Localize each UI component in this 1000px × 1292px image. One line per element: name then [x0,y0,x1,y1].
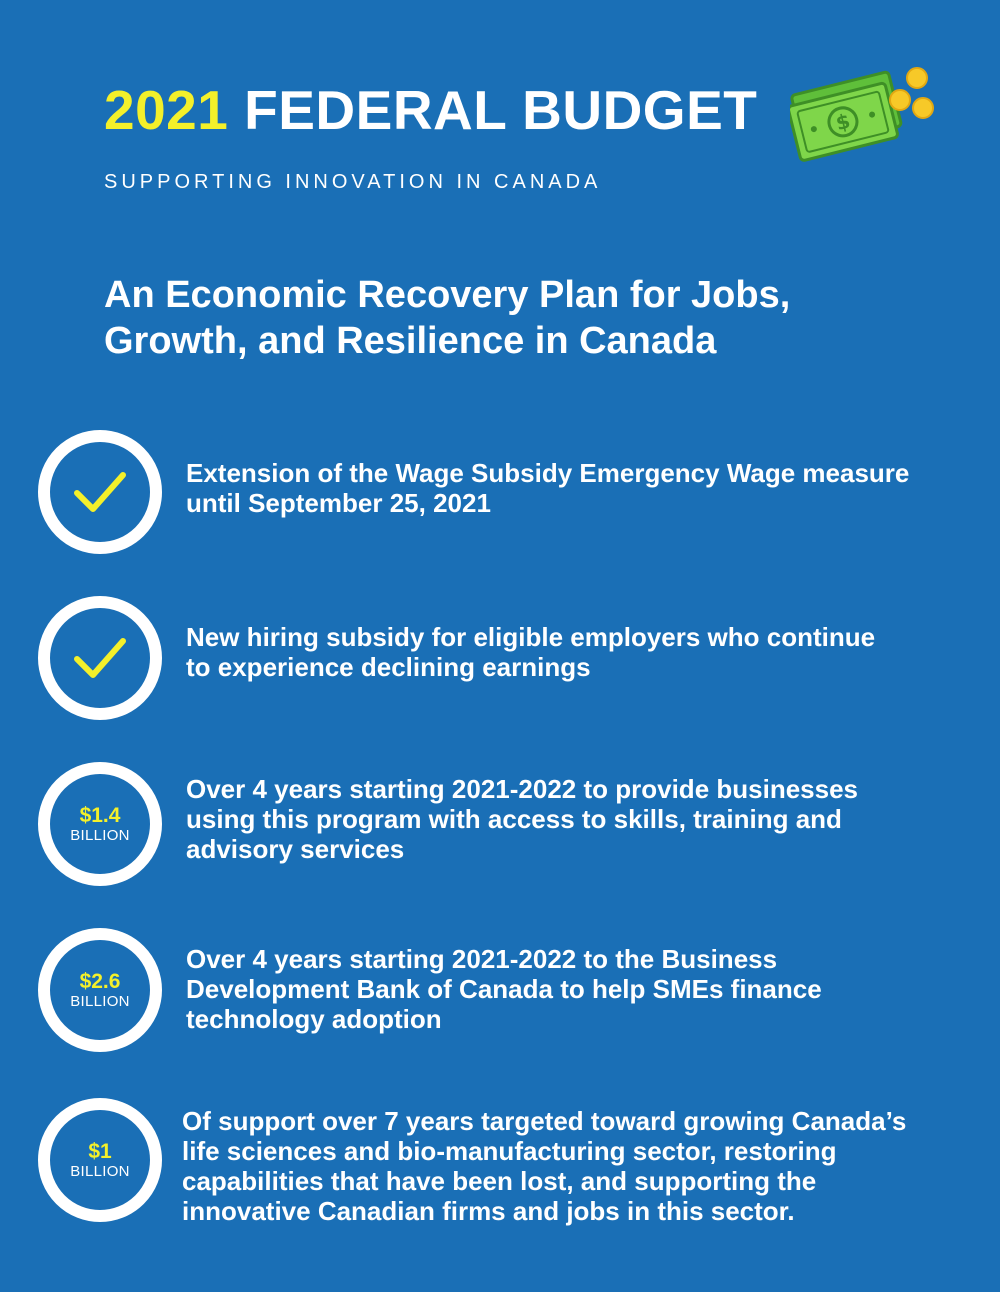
item-line: using this program with access to skills, training and [186,804,842,834]
item-description [186,944,966,1034]
badge [38,430,162,554]
item-line: to experience declining earnings [186,652,591,682]
badge-unit: BILLION [70,1162,130,1180]
headline-line-1: An Economic Recovery Plan for Jobs, [104,274,791,316]
item-line: Over 4 years starting 2021-2022 to the Business [186,944,778,974]
badge-amount: $2.6 [79,969,121,993]
headline [104,272,924,364]
item-line: advisory services [186,834,405,864]
item-line: innovative Canadian firms and jobs in this sector. [182,1196,795,1226]
header [104,78,784,142]
item-line: capabilities that have been lost, and supporting the [182,1166,817,1196]
page-title [104,78,784,142]
item-description [186,622,966,682]
title-year: 2021 [104,79,229,141]
checkmark-icon [71,629,129,687]
checkmark-icon [71,463,129,521]
item-line: New hiring subsidy for eligible employers who continue [186,622,876,652]
item-line: Development Bank of Canada to help SMEs finance [186,974,822,1004]
item-description [186,458,966,518]
item-description [182,1106,962,1226]
badge-amount: $1 [88,1139,112,1163]
item-line: Of support over 7 years targeted toward growing Canada’s [182,1106,907,1136]
item-description [186,774,966,864]
headline-line-2: Growth, and Resilience in Canada [104,320,717,362]
item-line: Extension of the Wage Subsidy Emergency Wage measure [186,458,910,488]
page-subtitle: SUPPORTING INNOVATION IN CANADA [104,171,602,193]
badge-unit: BILLION [70,992,130,1010]
badge-unit: BILLION [70,826,130,844]
badge [38,596,162,720]
badge-amount: $1.4 [79,803,121,827]
item-line: technology adoption [186,1004,442,1034]
item-line: until September 25, 2021 [186,488,491,518]
amount-badge [38,762,162,886]
money-icon [790,62,940,162]
svg-text:$: $ [833,108,853,136]
item-line: life sciences and bio-manufacturing sector, restoring [182,1136,837,1166]
amount-badge [38,928,162,1052]
amount-badge [38,1098,162,1222]
item-line: Over 4 years starting 2021-2022 to provide businesses [186,774,859,804]
title-text: FEDERAL BUDGET [244,79,758,141]
